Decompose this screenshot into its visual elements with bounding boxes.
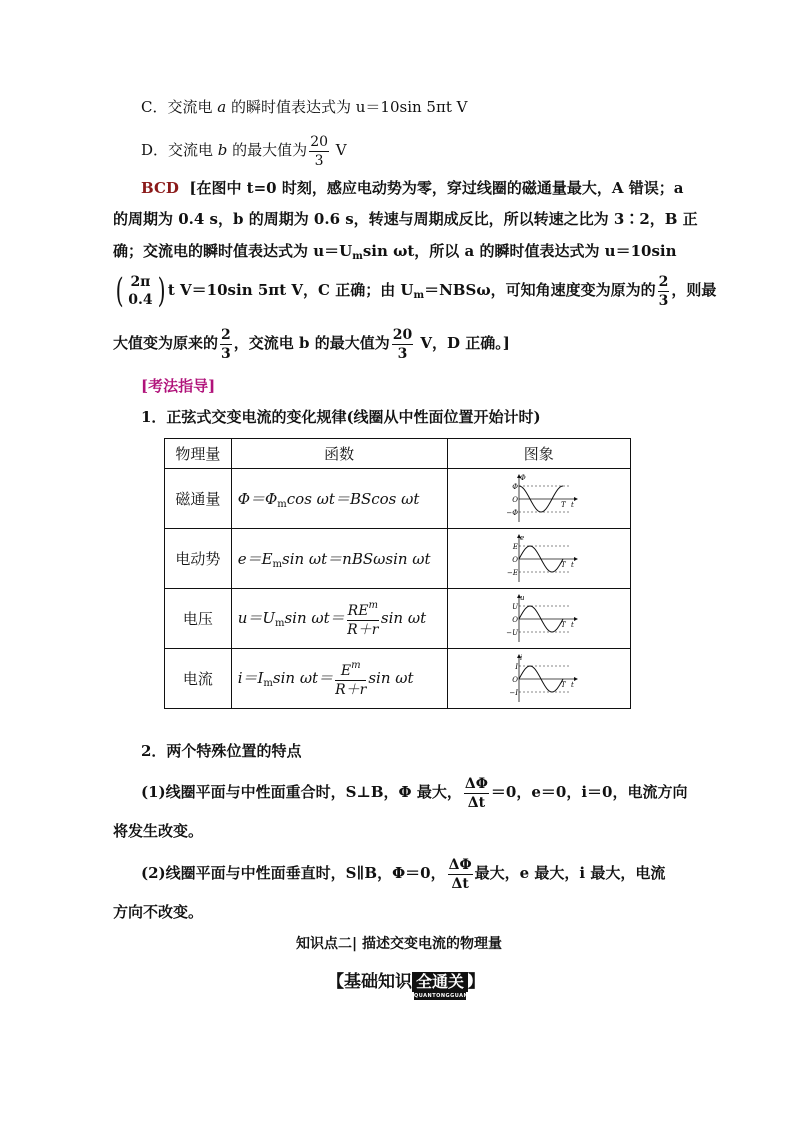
section-title: 知识点二| 描述交变电流的物理量 <box>296 936 502 952</box>
row-graph <box>447 649 630 709</box>
paren-left: ( <box>115 271 124 311</box>
formula-head: u＝U <box>237 608 275 627</box>
formula-body: sin ωt＝ <box>284 608 345 627</box>
row-formula <box>231 529 447 589</box>
graph-min-label: −E <box>506 568 518 577</box>
row-graph <box>447 529 630 589</box>
table-header: 函数 <box>231 439 447 469</box>
omega-den: 0.4 <box>128 292 153 308</box>
row-formula <box>231 649 447 709</box>
formula-frac <box>335 661 366 697</box>
frac-den-3: 3 <box>658 292 669 309</box>
table-row <box>165 589 631 649</box>
graph-min-label: −Φ <box>506 508 518 517</box>
x-axis-arrow <box>574 557 578 561</box>
answer-line-4 <box>113 268 716 318</box>
para-2-den: Δt <box>451 875 469 892</box>
formula-table <box>164 438 631 709</box>
guide-item-1: 1．正弦式交变电流的变化规律(线圈从中性面位置开始计时) <box>141 408 541 426</box>
frac-num-sup: m <box>351 659 361 671</box>
row-quantity: 电压 <box>165 589 232 649</box>
option-d-fraction <box>309 135 329 168</box>
para-1-a: (1)线圈平面与中性面重合时，S⊥B，Φ 最大， <box>141 783 462 801</box>
banner-box-text: 全通关 <box>416 972 465 991</box>
frac-num-text: RE <box>347 602 369 619</box>
answer-label: BCD <box>141 179 179 197</box>
graph-max-label: I <box>515 662 518 671</box>
answer-line-5 <box>113 323 510 363</box>
formula-tail: sin ωt <box>380 608 427 627</box>
graph-y-label: i <box>519 653 523 662</box>
graph-period-label: T <box>560 560 566 569</box>
graph-origin-label: O <box>512 675 518 684</box>
option-d <box>141 132 347 168</box>
graph-period-label: T <box>560 620 566 629</box>
answer-frac-omega <box>128 275 152 307</box>
guide-title: [考法指导] <box>141 377 216 395</box>
option-c <box>141 96 467 118</box>
graph-max-label: U <box>511 602 518 611</box>
para-1-frac <box>464 777 489 810</box>
answer-frac-5b <box>392 328 413 361</box>
formula-sub: m <box>277 498 287 510</box>
para-2-b: 最大，e 最大，i 最大，电流 <box>474 864 666 882</box>
banner-box-small: QUANTONGGUAN <box>414 993 469 999</box>
formula-sub: m <box>263 677 273 689</box>
guide-item-2: 2．两个特殊位置的特点 <box>141 742 302 760</box>
table-row <box>165 529 631 589</box>
row-quantity: 磁通量 <box>165 469 232 529</box>
graph-x-label: t <box>570 500 574 509</box>
graph-x-label: t <box>570 620 574 629</box>
row-formula <box>231 469 447 529</box>
omega-num: 2π <box>130 274 151 290</box>
graph-max-label: Φ <box>512 482 518 491</box>
graph-origin-label: O <box>512 495 518 504</box>
paren-right: ) <box>157 271 166 311</box>
answer-text-3b: sin ωt，所以 a 的瞬时值表达式为 u＝10sin <box>362 242 677 260</box>
waveform-graph <box>499 533 579 585</box>
frac-num-text: E <box>340 662 352 679</box>
formula-head: e＝E <box>237 549 273 568</box>
frac5a-num: 2 <box>221 326 231 343</box>
option-c-expr: u＝10sin 5πt V <box>355 98 468 116</box>
waveform-graph <box>499 593 579 645</box>
graph-origin-label: O <box>512 555 518 564</box>
answer-text-3a: 确；交流电的瞬时值表达式为 u＝U <box>113 242 353 260</box>
option-d-mid: 的最大值为 <box>227 141 308 159</box>
para-2-num: ΔΦ <box>448 856 472 873</box>
formula-frac <box>347 601 379 637</box>
x-axis-arrow <box>574 617 578 621</box>
frac-num-sup: m <box>368 599 378 611</box>
banner-right: 】 <box>468 972 486 992</box>
option-c-mid: 的瞬时值表达式为 <box>226 98 356 116</box>
formula-frac-den: R＋r <box>335 681 367 698</box>
answer-text-4b: ＝NBSω，可知角速度变为原为的 <box>424 281 656 299</box>
frac5b-den: 3 <box>397 345 408 362</box>
option-d-unit: V <box>331 141 347 159</box>
row-quantity: 电动势 <box>165 529 232 589</box>
formula-frac-num <box>335 661 366 681</box>
answer-text-4-sub: m <box>413 290 425 301</box>
frac-num-2: 2 <box>658 273 669 290</box>
answer-text-2: 的周期为 0.4 s，b 的周期为 0.6 s，转速与周期成反比，所以转速之比为 3∶2，B 正 <box>113 210 698 228</box>
graph-y-label: Φ <box>519 473 526 482</box>
formula-sub: m <box>275 617 285 629</box>
answer-line-3 <box>113 240 677 268</box>
para-1-cont: 将发生改变。 <box>113 822 204 840</box>
x-axis-arrow <box>574 677 578 681</box>
x-axis-arrow <box>574 497 578 501</box>
frac5a-den: 3 <box>221 345 231 362</box>
option-d-den: 3 <box>314 152 324 169</box>
table-row <box>165 469 631 529</box>
answer-frac-two-thirds <box>658 275 670 308</box>
formula-head: Φ＝Φ <box>237 489 278 508</box>
graph-y-label: e <box>519 533 524 542</box>
para-2 <box>141 853 665 893</box>
option-d-prefix: D．交流电 <box>141 141 218 159</box>
formula-frac-num <box>347 601 379 621</box>
waveform-graph <box>499 473 579 525</box>
option-d-var: b <box>217 141 228 159</box>
formula-sub: m <box>272 558 282 570</box>
para-2-cont: 方向不改变。 <box>113 903 204 921</box>
answer-line-2 <box>113 208 698 230</box>
graph-x-label: t <box>570 560 574 569</box>
para-1-den: Δt <box>467 794 486 811</box>
para-1-num: ΔΦ <box>464 775 488 792</box>
answer-frac-5a <box>220 328 232 361</box>
graph-min-label: −U <box>506 628 518 637</box>
option-d-num: 20 <box>310 133 329 150</box>
row-graph <box>447 589 630 649</box>
section-banner <box>327 967 486 999</box>
para-2-frac <box>448 858 473 891</box>
waveform-graph <box>499 653 579 705</box>
option-c-var: a <box>217 98 227 116</box>
table-row <box>165 649 631 709</box>
row-quantity: 电流 <box>165 649 232 709</box>
answer-text-4a: t V＝10sin 5πt V，C 正确；由 U <box>167 281 414 299</box>
formula-tail: sin ωt <box>368 668 414 687</box>
formula-body: cos ωt＝BScos ωt <box>286 489 420 508</box>
row-graph <box>447 469 630 529</box>
graph-min-label: −I <box>509 688 518 697</box>
formula-head: i＝I <box>237 668 264 687</box>
para-1 <box>141 772 687 812</box>
option-c-prefix: C．交流电 <box>141 98 218 116</box>
para-2-a: (2)线圈平面与中性面垂直时，S∥B，Φ＝0， <box>141 864 446 882</box>
graph-period-label: T <box>560 680 566 689</box>
row-formula <box>231 589 447 649</box>
answer-text-4c: ，则最 <box>671 281 717 299</box>
answer-text-3-sub: m <box>352 251 363 262</box>
table-header: 图象 <box>447 439 630 469</box>
graph-max-label: E <box>512 542 518 551</box>
graph-period-label: T <box>560 500 566 509</box>
answer-line-1 <box>141 177 683 199</box>
table-header-row <box>165 439 631 469</box>
graph-y-label: u <box>519 593 525 602</box>
para-1-b: ＝0，e＝0，i＝0，电流方向 <box>490 783 688 801</box>
table-header: 物理量 <box>165 439 232 469</box>
formula-frac-den: R＋r <box>347 621 379 638</box>
answer-text-1: [在图中 t=0 时刻，感应电动势为零，穿过线圈的磁通量最大，A 错误；a <box>189 179 684 197</box>
formula-body: sin ωt＝nBSωsin ωt <box>282 549 431 568</box>
frac5b-num: 20 <box>392 326 413 343</box>
formula-body: sin ωt＝ <box>272 668 334 687</box>
graph-origin-label: O <box>512 615 518 624</box>
banner-left: 【基础知识 <box>327 972 412 992</box>
answer-text-5c: V，D 正确。] <box>415 334 510 352</box>
banner-box <box>412 972 469 999</box>
answer-text-5a: 大值变为原来的 <box>113 334 219 352</box>
answer-text-5b: ，交流电 b 的最大值为 <box>233 334 390 352</box>
graph-x-label: t <box>570 680 574 689</box>
